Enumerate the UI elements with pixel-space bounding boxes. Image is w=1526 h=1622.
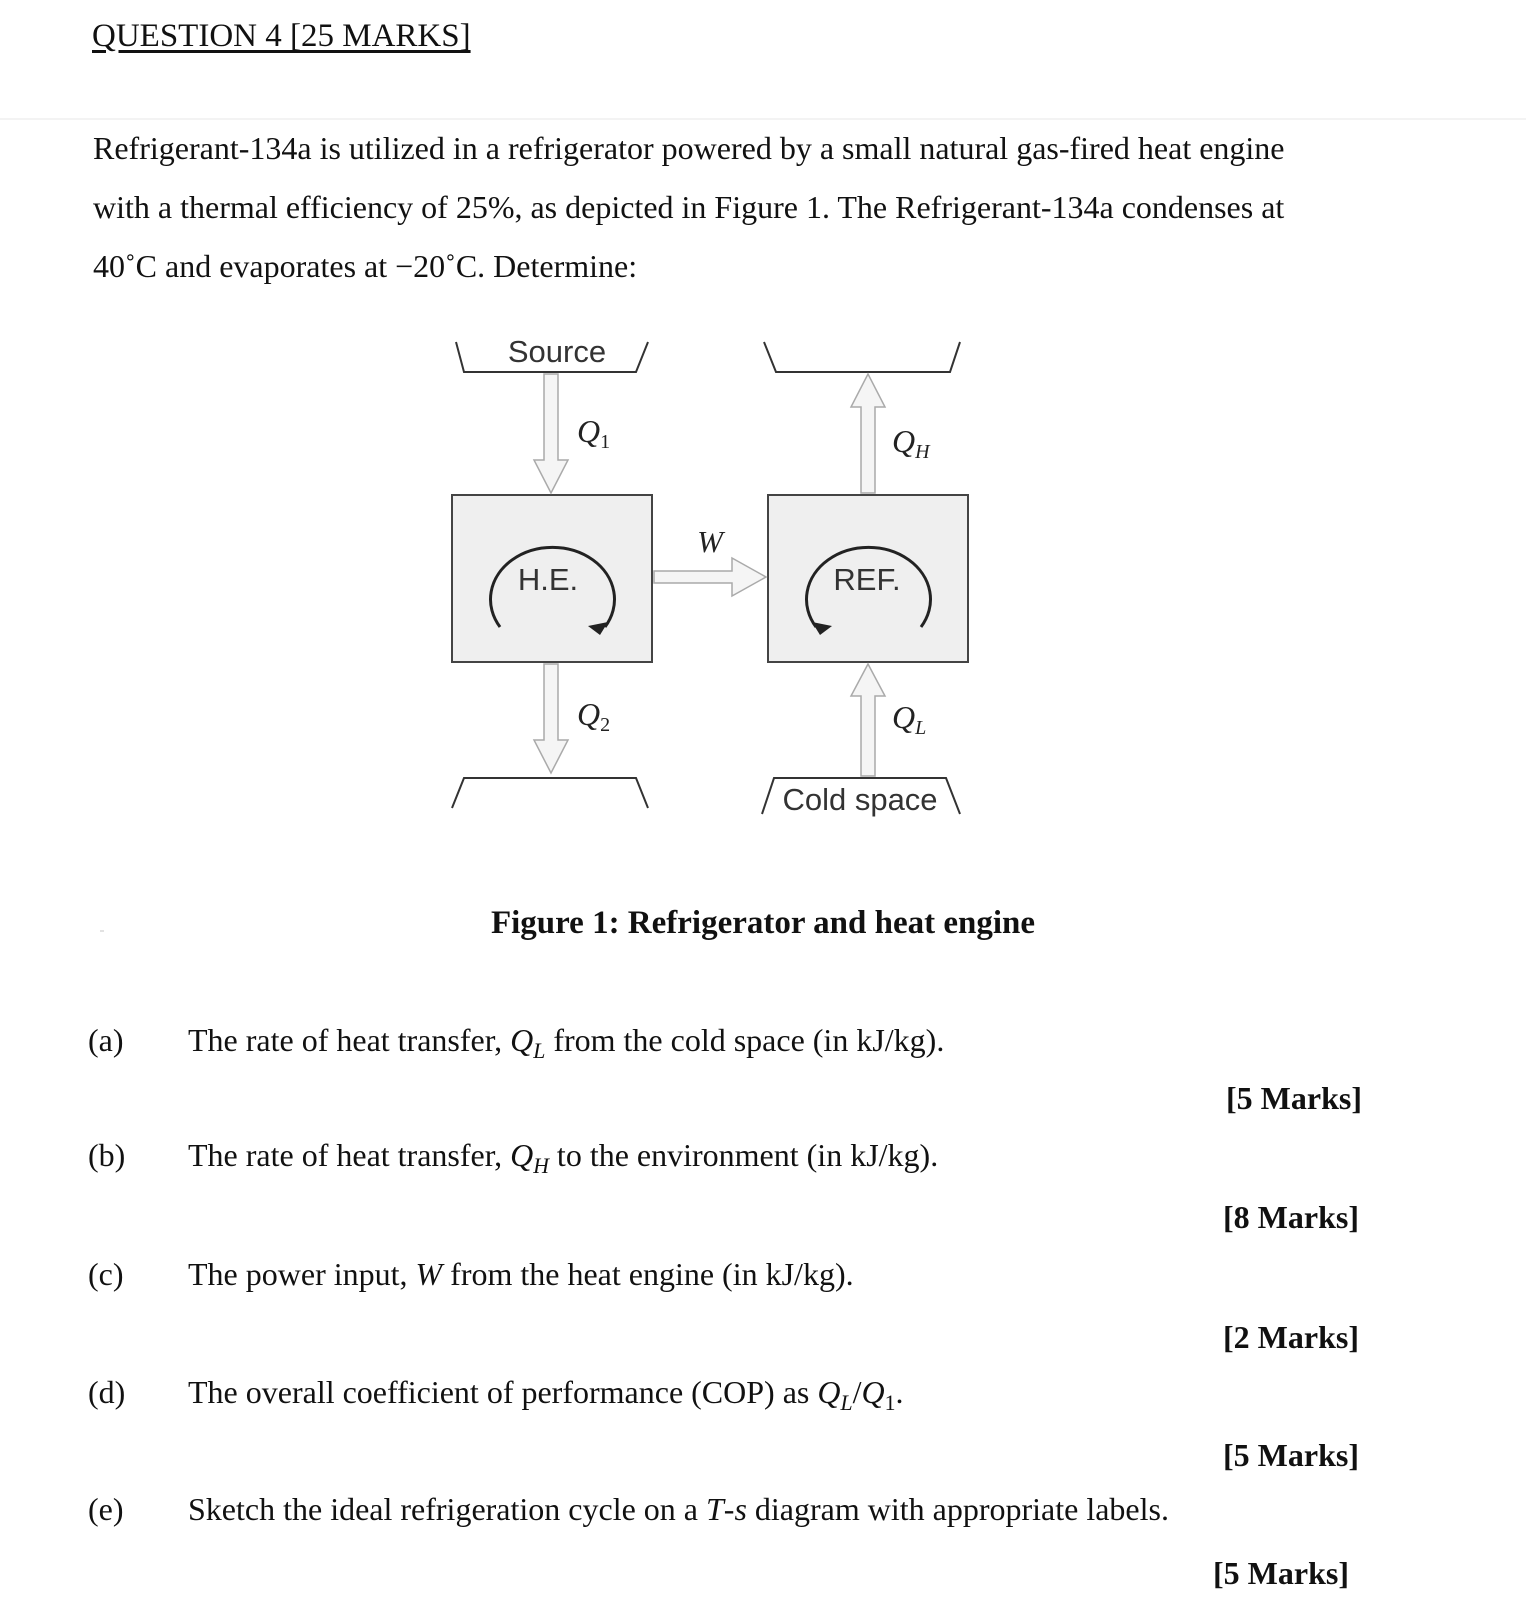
part-e-marks: [5 Marks] <box>1213 1555 1349 1591</box>
qh-label: QH <box>892 423 930 463</box>
part-d-text: The overall coefficient of performance (COP) as $Q_L/Q_1$. <box>188 1374 904 1415</box>
environment-reservoir <box>764 342 960 372</box>
question-title: QUESTION 4 [25 MARKS] <box>92 18 471 54</box>
qh-arrow <box>851 374 885 493</box>
intro-line-3: 40˚C and evaporates at −20˚C. Determine: <box>93 248 638 284</box>
ql-arrow <box>851 664 885 776</box>
intro-line-2: with a thermal efficiency of 25%, as depicted in Figure 1. The Refrigerant-134a condenses at <box>93 189 1285 225</box>
part-a-marks: [5 Marks] <box>1226 1080 1362 1116</box>
part-c-text: The power input, W from the heat engine (in kJ/kg). <box>188 1256 854 1292</box>
part-c-label: (c) <box>88 1256 124 1292</box>
cold-space-label: Cold space <box>782 782 938 817</box>
work-label: W <box>697 524 723 559</box>
ql-label: QL <box>892 699 927 739</box>
source-label: Source <box>507 334 607 369</box>
part-b-marks: [8 Marks] <box>1223 1199 1359 1235</box>
q2-arrow <box>534 664 568 773</box>
part-e-text: Sketch the ideal refrigeration cycle on a T-s diagram with appropriate labels. <box>188 1491 1169 1527</box>
q2-label: Q2 <box>577 696 611 736</box>
q1-arrow <box>534 374 568 493</box>
heat-engine-label: H.E. <box>517 562 579 597</box>
part-a-label: (a) <box>88 1022 124 1058</box>
part-e-label: (e) <box>88 1491 124 1527</box>
intro-line-1: Refrigerant-134a is utilized in a refrigerator powered by a small natural gas-fired heat engine <box>93 130 1285 166</box>
figure-diagram <box>440 330 1020 860</box>
part-d-label: (d) <box>88 1374 126 1410</box>
part-b-text: The rate of heat transfer, $Q_H$ to the environment (in kJ/kg). <box>188 1137 939 1178</box>
part-d-marks: [5 Marks] <box>1223 1437 1359 1473</box>
refrigerator-label: REF. <box>833 562 901 597</box>
part-b-label: (b) <box>88 1137 126 1173</box>
figure-caption: Figure 1: Refrigerator and heat engine <box>490 905 1036 941</box>
divider <box>0 118 1526 120</box>
sink-reservoir <box>452 778 648 808</box>
q1-label: Q1 <box>577 413 611 453</box>
part-a-text: The rate of heat transfer, $Q_L$ from the cold space (in kJ/kg). <box>188 1022 945 1063</box>
part-c-marks: [2 Marks] <box>1223 1319 1359 1355</box>
work-arrow <box>654 558 766 596</box>
scan-speck <box>100 930 104 932</box>
